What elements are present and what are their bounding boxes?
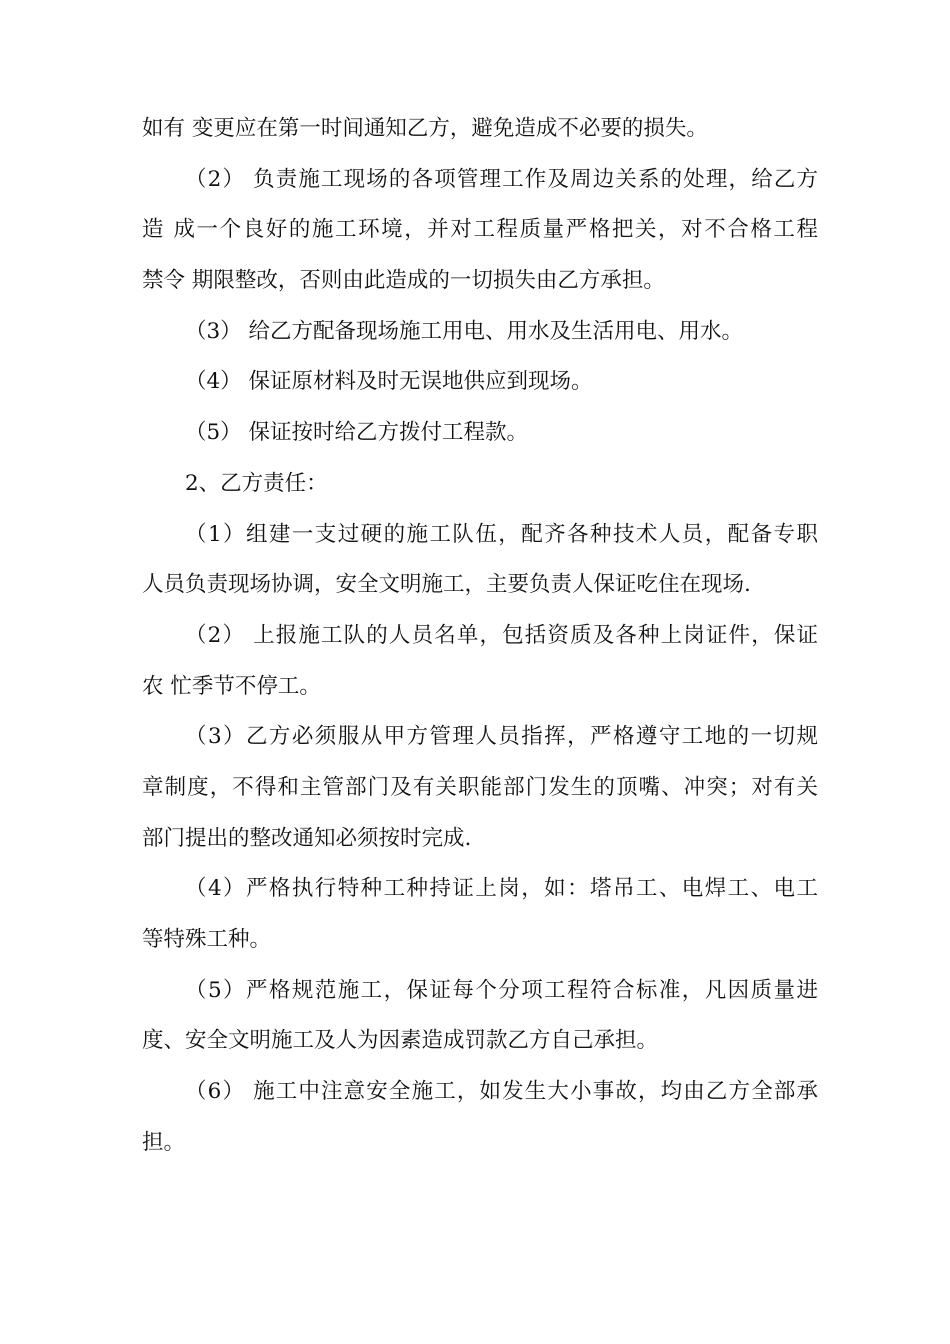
text-line: 度、安全文明施工及人为因素造成罚款乙方自己承担。 <box>142 1028 659 1054</box>
text-line: （5）严格规范施工，保证每个分项工程符合标准，凡因质量进 <box>185 977 818 1003</box>
text-line: 造 成一个良好的施工环境，并对工程质量严格把关，对不合格工程 <box>142 217 818 243</box>
text-line: （4）严格执行特种工种持证上岗，如：塔吊工、电焊工、电工 <box>185 876 818 902</box>
text-line: （1）组建一支过硬的施工队伍，配齐各种技术人员，配备专职 <box>185 521 818 547</box>
text-line: （3）乙方必须服从甲方管理人员指挥，严格遵守工地的一切规 <box>185 724 818 750</box>
text-line: （5） 保证按时给乙方拨付工程款。 <box>185 420 529 446</box>
text-line: 人员负责现场协调，安全文明施工，主要负责人保证吃住在现场. <box>142 572 751 598</box>
text-line: （3） 给乙方配备现场施工用电、用水及生活用电、用水。 <box>185 318 744 344</box>
text-line: 禁令 期限整改，否则由此造成的一切损失由乙方承担。 <box>142 268 665 294</box>
document-body <box>142 104 818 1168</box>
text-line: 等特殊工种。 <box>142 927 272 952</box>
text-line: 部门提出的整改通知必须按时完成. <box>142 825 472 851</box>
text-line: （4） 保证原材料及时无误地供应到现场。 <box>185 369 593 395</box>
section-heading: 2、乙方责任： <box>185 470 328 496</box>
text-line: 担。 <box>142 1129 186 1155</box>
text-line: （2） 负责施工现场的各项管理工作及周边关系的处理，给乙方 <box>185 166 818 192</box>
text-line: 如有 变更应在第一时间通知乙方，避免造成不必要的损失。 <box>142 116 708 141</box>
text-line: （6） 施工中注意安全施工，如发生大小事故，均由乙方全部承 <box>185 1079 818 1105</box>
text-line: 章制度，不得和主管部门及有关职能部门发生的顶嘴、冲突；对有关 <box>142 774 818 800</box>
text-line: （2） 上报施工队的人员名单，包括资质及各种上岗证件，保证 <box>185 622 818 648</box>
text-line: 农 忙季节不停工。 <box>142 673 321 699</box>
